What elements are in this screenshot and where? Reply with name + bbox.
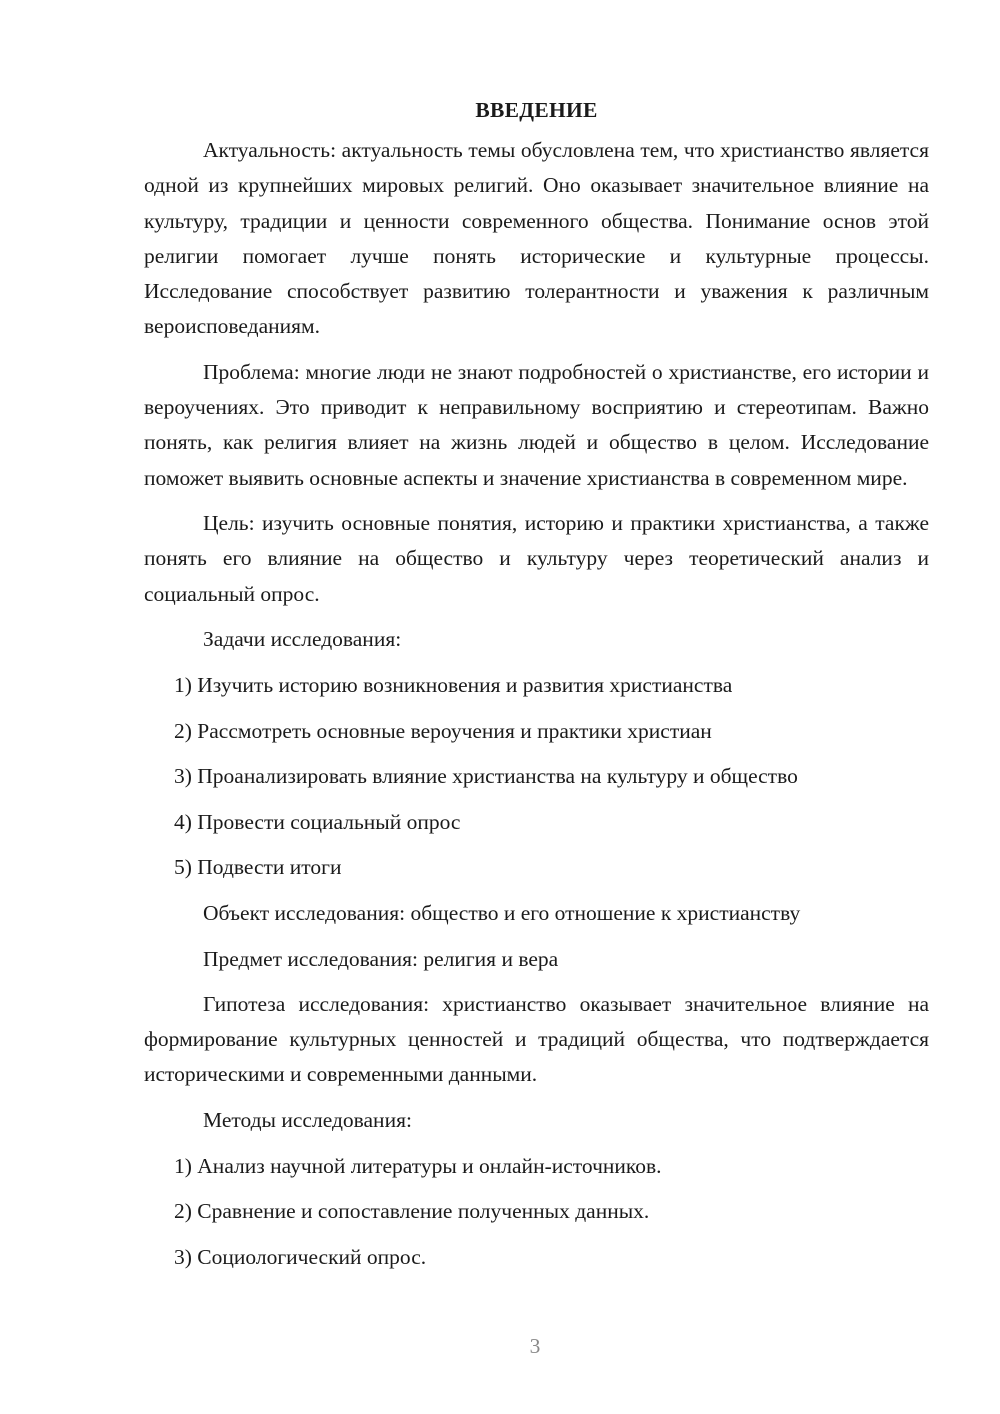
method-item: 3) Социологический опрос. bbox=[174, 1244, 427, 1269]
task-item: 2) Рассмотреть основные вероучения и практики христиан bbox=[174, 718, 712, 743]
page-content bbox=[144, 90, 929, 1275]
method-item: 1) Анализ научной литературы и онлайн-источников. bbox=[174, 1153, 662, 1178]
task-item: 1) Изучить историю возникновения и развития христианства bbox=[174, 673, 733, 698]
problem-paragraph: Проблема: многие люди не знают подробностей о христианстве, его истории и вероучениях. Это приводит к неправильному восприятию и стереотипам. Важно понять, как религия влияет на жизнь людей и общество в целом. Исследование поможет выявить основные аспекты и значение христианства в современном мире. bbox=[144, 359, 929, 490]
hypothesis-paragraph: Гипотеза исследования: христианство оказывает значительное влияние на формирование культурных ценностей и традиций общества, что подтверждается историческими и современными данными. bbox=[144, 991, 929, 1087]
research-object: Объект исследования: общество и его отношение к христианству bbox=[203, 901, 801, 926]
methods-title: Методы исследования: bbox=[203, 1108, 412, 1133]
task-item: 4) Провести социальный опрос bbox=[174, 809, 461, 834]
tasks-title: Задачи исследования: bbox=[203, 627, 402, 652]
relevance-paragraph: Актуальность: актуальность темы обусловлена тем, что христианство является одной из крупнейших мировых религий. Оно оказывает значительное влияние на культуру, традиции и ценности современного общества. Понимание основ этой религии помогает лучше понять исторические и культурные процессы. Исследование способствует развитию толерантности и уважения к различным вероисповеданиям. bbox=[144, 138, 929, 339]
page-title: ВВЕДЕНИЕ bbox=[475, 98, 598, 122]
task-item: 3) Проанализировать влияние христианства на культуру и общество bbox=[174, 764, 798, 789]
research-subject: Предмет исследования: религия и вера bbox=[203, 946, 559, 971]
goal-paragraph: Цель: изучить основные понятия, историю и практики христианства, а также понять его влияние на общество и культуру через теоретический анализ и социальный опрос. bbox=[144, 510, 929, 606]
method-item: 2) Сравнение и сопоставление полученных данных. bbox=[174, 1199, 650, 1224]
task-item: 5) Подвести итоги bbox=[174, 855, 342, 880]
page-number: 3 bbox=[529, 1334, 541, 1358]
